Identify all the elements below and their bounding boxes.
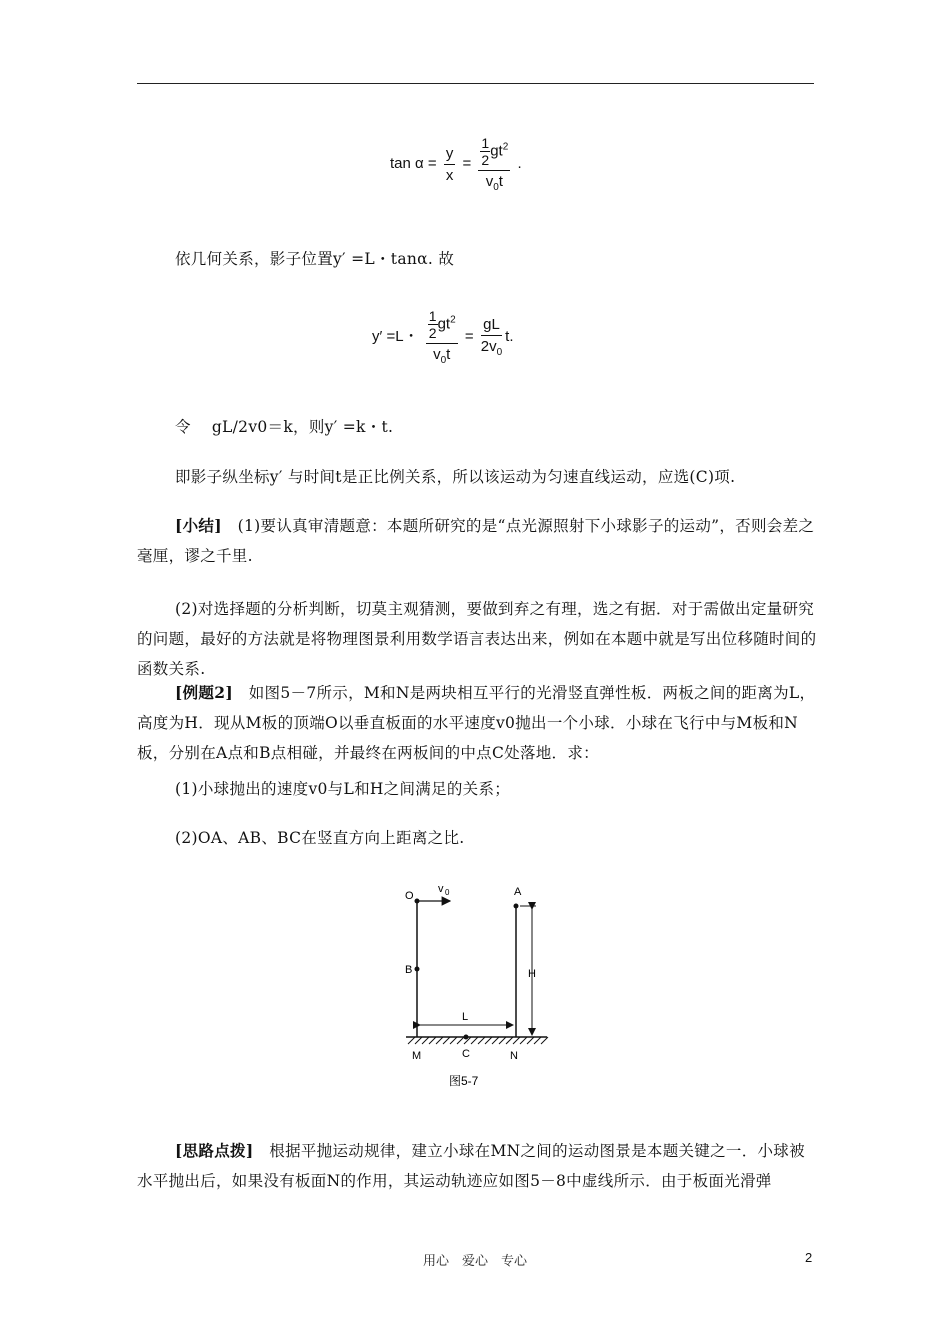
label-b: B — [405, 964, 413, 976]
gt-text: gt — [437, 315, 451, 333]
hint-label: [思路点拨] — [175, 1141, 254, 1160]
v-sub: 0 — [440, 355, 447, 366]
point-c — [464, 1035, 469, 1040]
summary-label: [小结] — [175, 516, 222, 535]
header-rule — [137, 83, 814, 84]
frac-num — [426, 308, 458, 344]
hint-paragraph — [137, 1136, 817, 1196]
fraction-one-half — [480, 135, 490, 168]
formula2-eq: = — [464, 327, 474, 345]
half-den: 2 — [481, 152, 490, 168]
half-den: 2 — [428, 325, 437, 341]
point-o — [415, 899, 420, 904]
summary-paragraph-2: (2)对选择题的分析判断，切莫主观猜测，要做到弃之有理，选之有据．对于需做出定量研究的问题，最好的方法就是将物理图景利用数学语言表达出来，例如在本题中就是写出位移随时间的函数关系. — [137, 600, 817, 678]
label-a: A — [514, 886, 522, 898]
fraction-half-gt2-over-v0t — [426, 308, 458, 366]
v-sub: 0 — [493, 182, 499, 193]
v-text: v — [433, 346, 441, 363]
v-text: v — [485, 173, 494, 190]
half-num: 1 — [428, 308, 437, 324]
fraction-half-gt2-over-v0t — [478, 135, 510, 193]
label-h: H — [528, 968, 536, 980]
fraction-y-over-x — [444, 145, 456, 184]
label-l: L — [462, 1011, 469, 1023]
paragraph-proportional: 即影子纵坐标y′ 与时间t是正比例关系，所以该运动为匀速直线运动，应选(C)项. — [175, 468, 736, 486]
ground-hatching — [408, 1037, 548, 1044]
frac-num: gL — [481, 316, 502, 336]
paragraph-let-k: 令 gL/2v0＝k，则y′ =k・t. — [175, 418, 394, 436]
hint-text: 根据平抛运动规律，建立小球在MN之间的运动图景是本题关键之一．小球被水平抛出后，如果没有板面N的作用，其运动轨迹应如图5－8中虚线所示．由于板面光滑弹 — [137, 1142, 805, 1190]
t-text: t — [498, 173, 503, 190]
example-2-question-1: (1)小球抛出的速度v0与L和H之间满足的关系； — [175, 780, 511, 798]
frac-den — [426, 344, 458, 366]
t-text: t — [446, 346, 451, 363]
fraction-gL-over-2v0 — [481, 316, 502, 358]
label-v: v — [438, 883, 444, 895]
frac-den: x — [445, 166, 454, 184]
two-v-text: 2v — [480, 338, 497, 355]
label-v-sub: 0 — [445, 888, 450, 897]
figure-caption: 图5-7 — [449, 1074, 479, 1088]
summary-paragraph-1 — [137, 511, 817, 571]
formula2-lhs: y′ =L・ — [372, 327, 419, 345]
formula1-eq1: = — [427, 154, 437, 172]
v-sub: 0 — [496, 347, 503, 358]
summary-text-1: (1)要认真审清题意：本题所研究的是“点光源照射下小球影子的运动”，否则会差之毫厘，谬之千里. — [137, 517, 815, 565]
fraction-one-half — [428, 308, 438, 341]
label-c: C — [462, 1048, 470, 1060]
formula2-tail: t. — [505, 327, 514, 345]
formula-tan-alpha — [390, 135, 522, 193]
label-m: M — [412, 1050, 422, 1062]
footer-slogan: 用心 爱心 专心 — [422, 1254, 527, 1269]
label-o: O — [405, 890, 414, 902]
half-num: 1 — [481, 135, 490, 151]
frac-num — [478, 135, 510, 171]
example-2-paragraph — [137, 678, 817, 768]
paragraph-geometry: 依几何关系，影子位置y′ =L・tanα. 故 — [175, 250, 455, 268]
label-n: N — [510, 1050, 518, 1062]
square-exp: 2 — [450, 314, 456, 326]
square-exp: 2 — [502, 141, 509, 153]
frac-den — [481, 336, 502, 358]
point-a — [514, 904, 519, 909]
page-number: 2 — [805, 1250, 813, 1265]
frac-num: y — [444, 145, 456, 165]
figure-5-7 — [390, 875, 560, 1105]
formula1-lhs: tan α — [390, 154, 424, 172]
frac-den — [478, 171, 510, 193]
formula1-end: . — [517, 154, 522, 172]
example-2-text: 如图5－7所示，M和N是两块相互平行的光滑竖直弹性板．两板之间的距离为L，高度为H．现从M板的顶端O以垂直板面的水平速度v0抛出一个小球．小球在飞行中与M板和N板，分别在A点和B点相碰，并最终在两板间的中点C处落地．求： — [137, 684, 816, 762]
example-2-label: [例题2] — [175, 683, 233, 702]
point-b — [415, 967, 420, 972]
formula-y-prime — [372, 308, 514, 366]
example-2-question-2: (2)OA、AB、BC在竖直方向上距离之比. — [175, 829, 465, 847]
gt-text: gt — [490, 142, 503, 160]
formula1-eq2: = — [462, 154, 472, 172]
